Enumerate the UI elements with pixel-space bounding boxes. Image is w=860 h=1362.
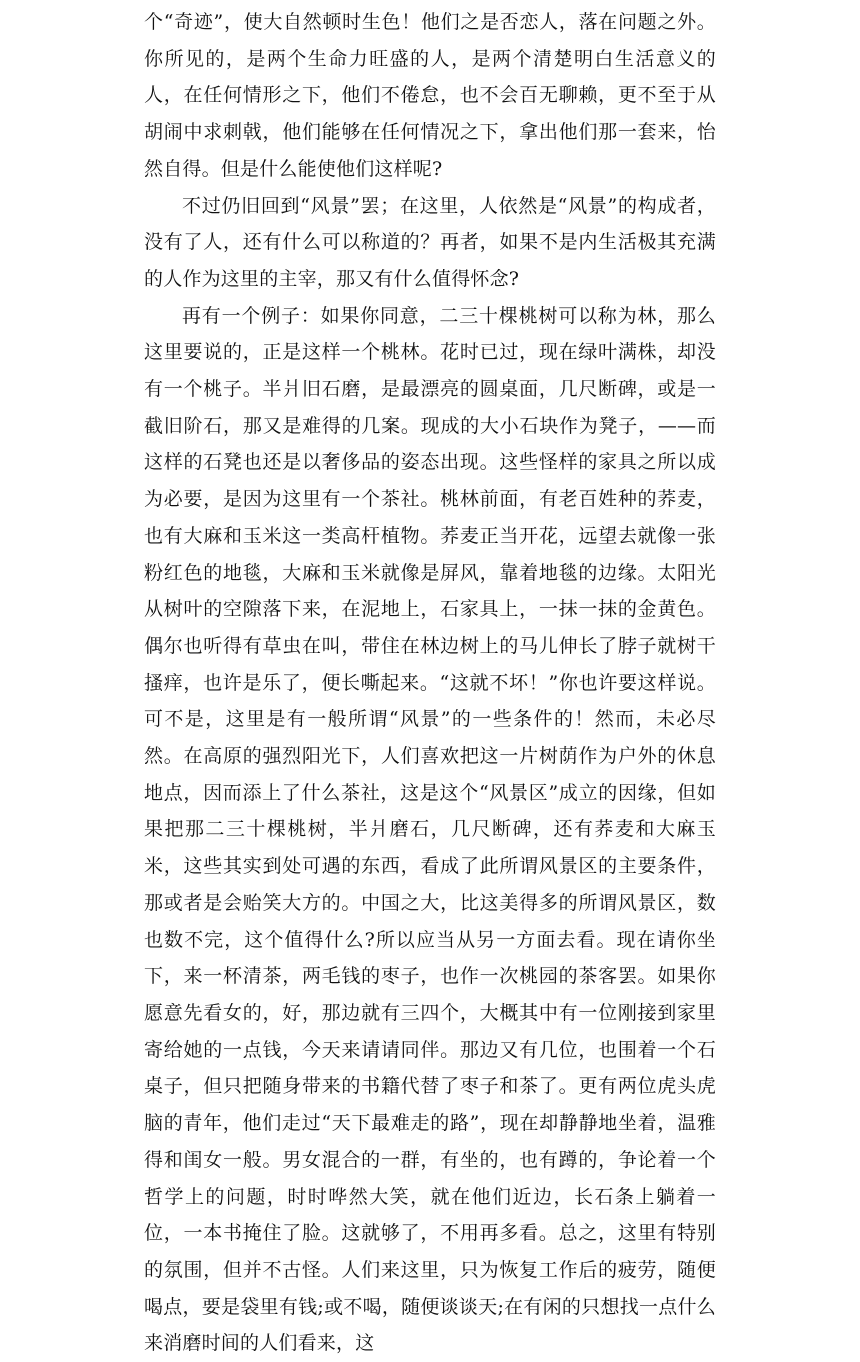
paragraph-1: 个“奇迹”，使大自然顿时生色！他们之是否恋人，落在问题之外。你所见的，是两个生命力旺盛的人，是两个清楚明白生活意义的人，在任何情形之下，他们不倦怠，也不会百无聊赖，更不至于从胡闹中求刺戟，他们能够在任何情况之下，拿出他们那一套来，怡然自得。但是什么能使他们这样呢?	[144, 11, 716, 180]
document-page	[144, 0, 716, 1355]
paragraph-2: 不过仍旧回到“风景”罢；在这里，人依然是“风景”的构成者，没有了人，还有什么可以称道的？再者，如果不是内生活极其充满的人作为这里的主宰，那又有什么值得怀念?	[144, 194, 716, 290]
paragraph-3: 再有一个例子：如果你同意，二三十棵桃树可以称为林，那么这里要说的，正是这样一个桃林。花时已过，现在绿叶满株，却没有一个桃子。半爿旧石磨，是最漂亮的圆桌面，几尺断碑，或是一截旧阶石，那又是难得的几案。现成的大小石块作为凳子，——而这样的石凳也还是以奢侈品的姿态出现。这些怪样的家具之所以成为必要，是因为这里有一个茶社。桃林前面，有老百姓种的荞麦，也有大麻和玉米这一类高杆植物。荞麦正当开花，远望去就像一张粉红色的地毯，大麻和玉米就像是屏风，靠着地毯的边缘。太阳光从树叶的空隙落下来，在泥地上，石家具上，一抹一抹的金黄色。偶尔也听得有草虫在叫，带住在林边树上的马儿伸长了脖子就树干搔痒，也许是乐了，便长嘶起来。“这就不坏！”你也许要这样说。可不是，这里是有一般所谓“风景”的一些条件的！然而，未必尽然。在高原的强烈阳光下，人们喜欢把这一片树荫作为户外的休息地点，因而添上了什么茶社，这是这个“风景区”成立的因缘，但如果把那二三十棵桃树，半爿磨石，几尺断碑，还有荞麦和大麻玉米，这些其实到处可遇的东西，看成了此所谓风景区的主要条件，那或者是会贻笑大方的。中国之大，比这美得多的所谓风景区，数也数不完，这个值得什么?所以应当从另一方面去看。现在请你坐下，来一杯清茶，两毛钱的枣子，也作一次桃园的茶客罢。如果你愿意先看女的，好，那边就有三四个，大概其中有一位刚接到家里寄给她的一点钱，今天来请请同伴。那边又有几位，也围着一个石桌子，但只把随身带来的书籍代替了枣子和茶了。更有两位虎头虎脑的青年，他们走过“天下最难走的路”，现在却静静地坐着，温雅得和闺女一般。男女混合的一群，有坐的，也有蹲的，争论着一个哲学上的问题，时时哗然大笑，就在他们近边，长石条上躺着一位，一本书掩住了脸。这就够了，不用再多看。总之，这里有特别的氛围，但并不古怪。人们来这里，只为恢复工作后的疲劳，随便喝点，要是袋里有钱;或不喝，随便谈谈天;在有闲的只想找一点什么来消磨时间的人们看来，这	[144, 304, 716, 1355]
